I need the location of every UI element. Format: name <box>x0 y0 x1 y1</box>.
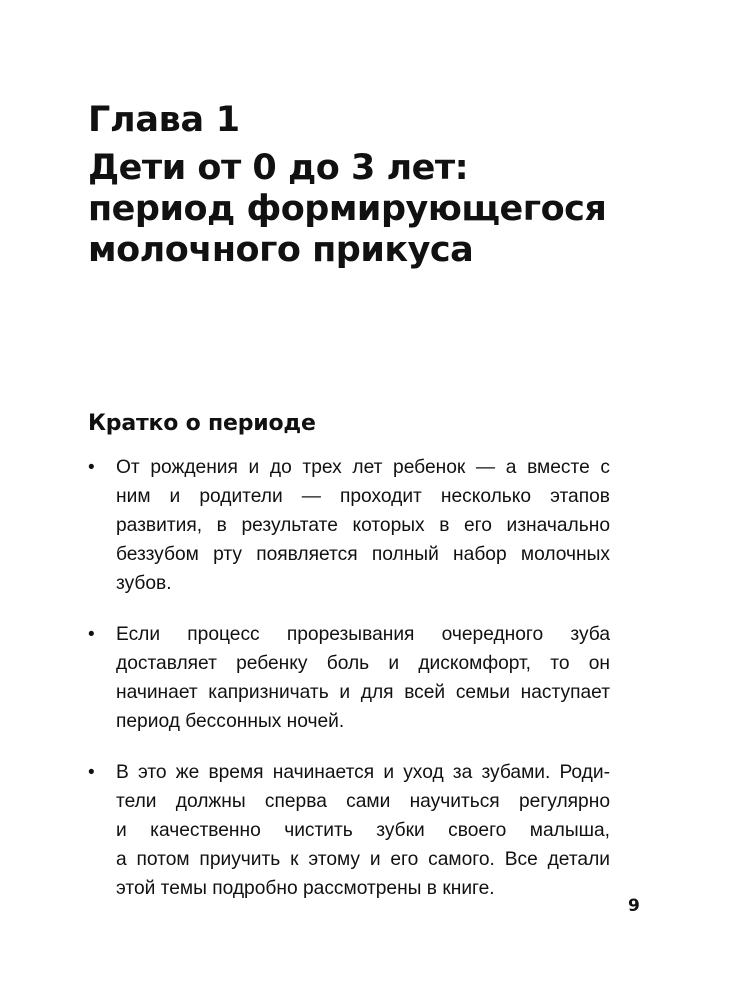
bullet-text-line: период бессонных ночей. <box>116 711 345 732</box>
bullet-text-line: развития, в результате которых в его изначально <box>116 515 610 536</box>
chapter-label: Глава 1 <box>88 100 240 140</box>
section-heading: Кратко о периоде <box>88 411 316 436</box>
bullet-text-line: ним и родители — проходит несколько этапов <box>116 486 610 507</box>
page-number: 9 <box>628 896 640 916</box>
bullet-text-line: начинает капризничать и для всей семьи наступает <box>116 682 610 703</box>
bullet-text-line: и качественно чистить зубки своего малыша, <box>116 820 610 841</box>
bullet-text <box>116 758 610 903</box>
summary-bullet-list <box>88 453 610 925</box>
bullet-text-line: беззубом рту появляется полный набор молочных <box>116 544 610 565</box>
chapter-title-line: период формирующегося <box>88 189 607 229</box>
bullet-text-line: тели должны сперва сами научиться регулярно <box>116 791 610 812</box>
chapter-title-line: Дети от 0 до 3 лет: <box>88 148 469 188</box>
chapter-title <box>88 148 708 271</box>
bullet-text <box>116 620 610 736</box>
bullet-icon: • <box>88 457 95 478</box>
summary-bullet-item <box>88 758 610 903</box>
summary-bullet-item <box>88 453 610 598</box>
bullet-icon: • <box>88 624 95 645</box>
chapter-title-line: молочного прикуса <box>88 230 474 270</box>
bullet-text-line: этой темы подробно рассмотрены в книге. <box>116 878 495 899</box>
summary-bullet-item <box>88 620 610 736</box>
bullet-text-line: Если процесс прорезывания очередного зуба <box>116 624 610 645</box>
bullet-text <box>116 453 610 598</box>
bullet-text-line: доставляет ребенку боль и дискомфорт, то он <box>116 653 610 674</box>
bullet-icon: • <box>88 762 95 783</box>
bullet-text-line: От рождения и до трех лет ребенок — а вместе с <box>116 457 610 478</box>
bullet-text-line: В это же время начинается и уход за зубами. Роди- <box>116 762 610 783</box>
bullet-text-line: а потом приучить к этому и его самого. Все детали <box>116 849 610 870</box>
bullet-text-line: зубов. <box>116 573 172 594</box>
